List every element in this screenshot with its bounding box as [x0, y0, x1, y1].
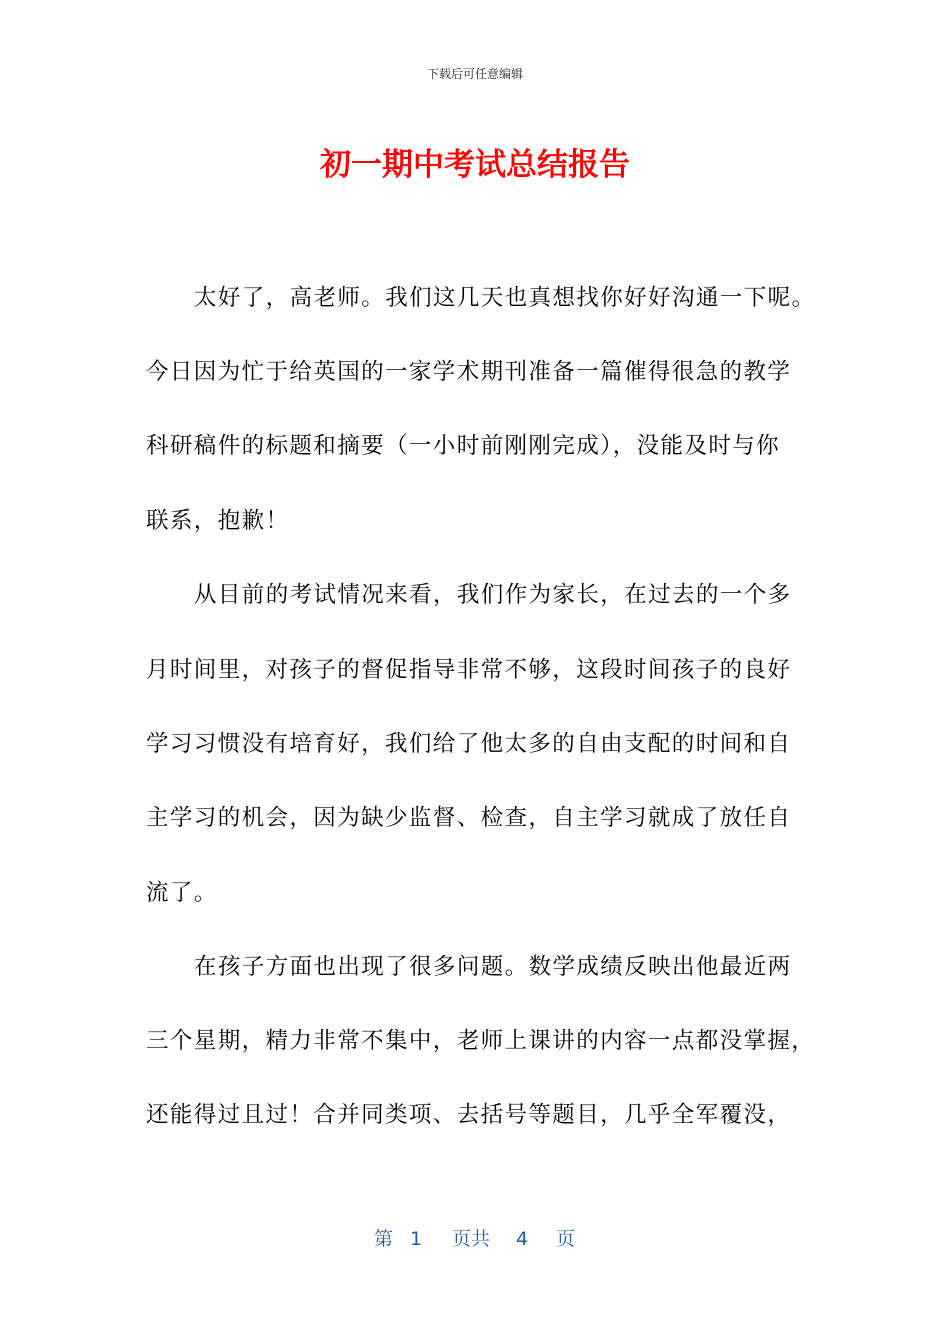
paragraph-line: 三个星期，精力非常不集中，老师上课讲的内容一点都没掌握，: [146, 1028, 816, 1054]
paragraph-line: 今日因为忙于给英国的一家学术期刊准备一篇催得很急的教学: [146, 359, 792, 385]
footer-label-post: 页: [556, 1228, 576, 1250]
paragraph-line: 主学习的机会，因为缺少监督、检查，自主学习就成了放任自: [146, 805, 792, 831]
paragraph-line: 流了。: [146, 880, 218, 906]
document-title: 初一期中考试总结报告: [320, 147, 630, 183]
total-pages: 4: [516, 1228, 529, 1250]
paragraph-line: 月时间里，对孩子的督促指导非常不够，这段时间孩子的良好: [146, 657, 792, 683]
footer-label-pre: 第: [374, 1228, 394, 1250]
page-footer: [0, 1226, 950, 1252]
header-note: 下载后可任意编辑: [426, 67, 523, 81]
paragraph-line: 太好了，高老师。我们这几天也真想找你好好沟通一下呢。: [194, 285, 816, 311]
paragraph-line: 科研稿件的标题和摘要（一小时前刚刚完成），没能及时与你: [146, 433, 781, 459]
paragraph-line: 学习习惯没有培育好，我们给了他太多的自由支配的时间和自: [146, 731, 792, 757]
paragraph-line: 在孩子方面也出现了很多问题。数学成绩反映出他最近两: [194, 954, 792, 980]
footer-label-mid: 页共: [452, 1228, 491, 1250]
paragraph-line: 还能得过且过！合并同类项、去括号等题目，几乎全军覆没，: [146, 1102, 792, 1128]
paragraph-line: 联系，抱歉！: [146, 508, 290, 534]
page-number: 1: [410, 1228, 423, 1250]
paragraph-line: 从目前的考试情况来看，我们作为家长，在过去的一个多: [194, 582, 792, 608]
